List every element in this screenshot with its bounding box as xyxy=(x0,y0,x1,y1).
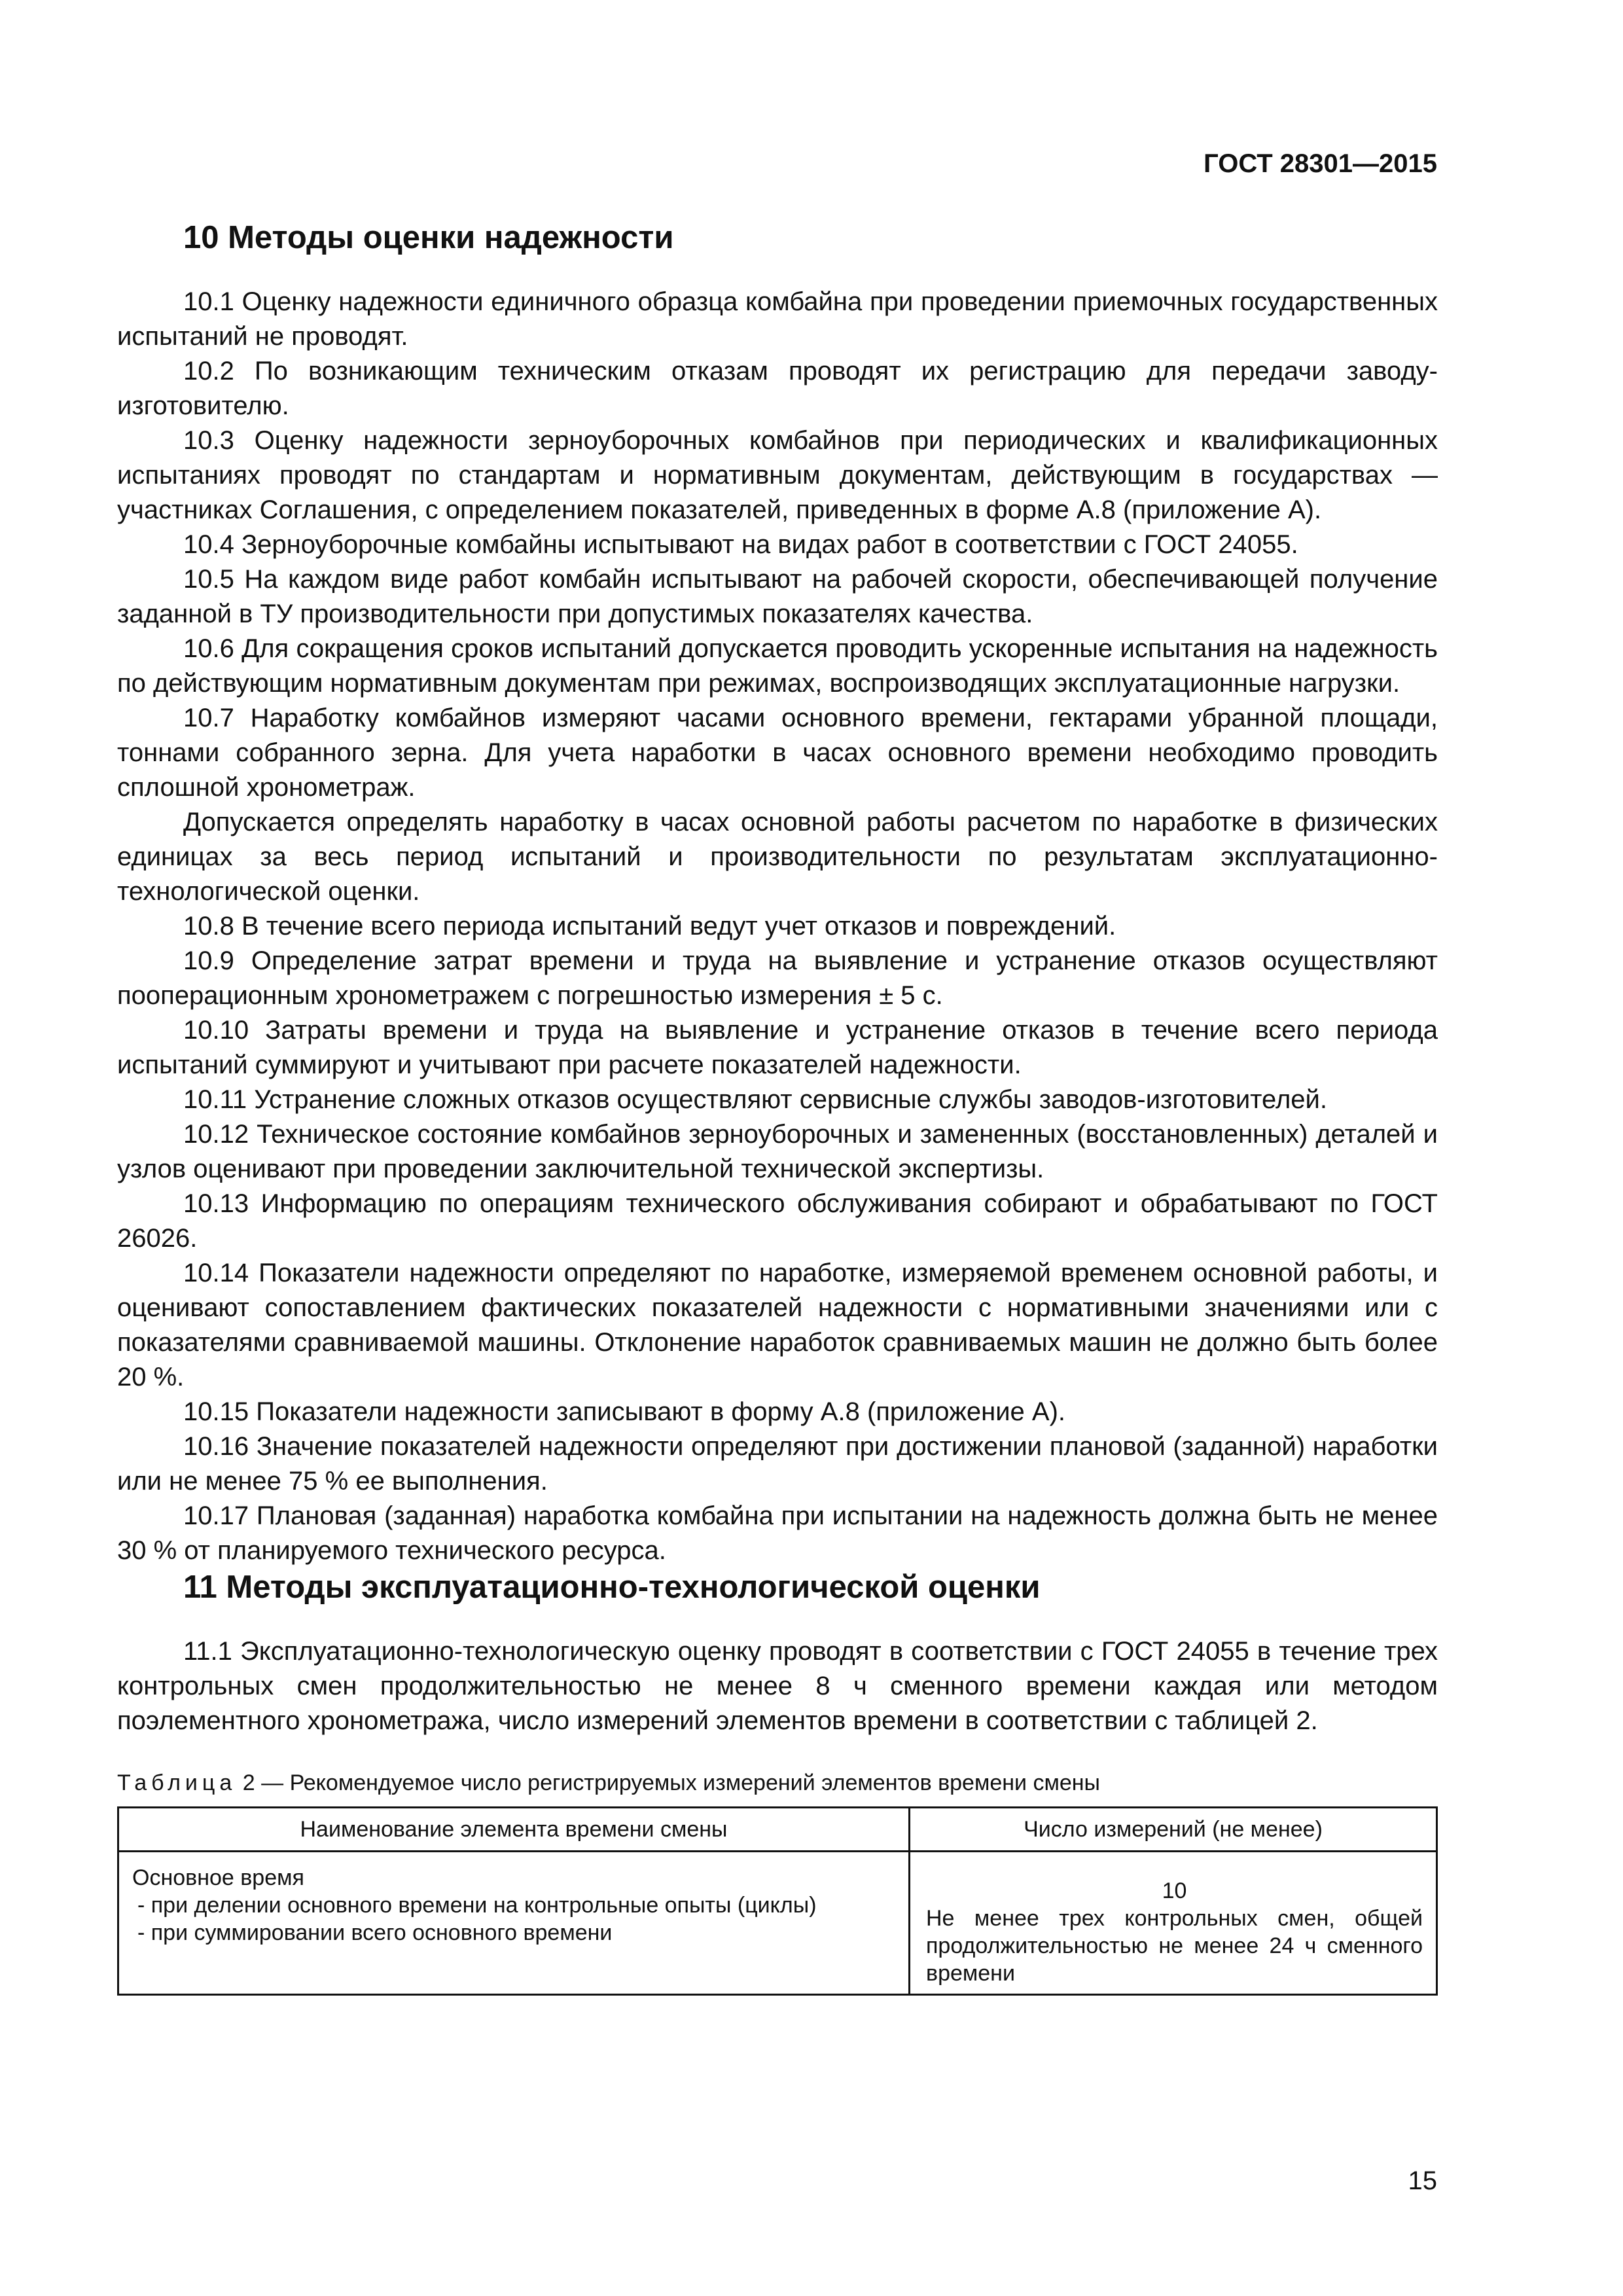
paragraph-10-17: 10.17 Плановая (заданная) наработка комбайна при испытании на надежность должна быть не менее 30 % от планируемого технического ресурса. xyxy=(117,1501,1438,1565)
paragraph-10-7: 10.7 Наработку комбайнов измеряют часами основного времени, гектарами убранной площади, тоннами собранного зерна. Для учета наработки в часах основного времени необходимо проводить сплошной хронометраж. xyxy=(117,703,1438,802)
document-id: ГОСТ 28301—2015 xyxy=(1204,149,1437,178)
paragraph-10-14: 10.14 Показатели надежности определяют по наработке, измеряемой временем основной работы, и оценивают сопоставлением фактических показателей надежности с нормативными значениями или с показателями сравниваемой машины. Отклонение наработок сравниваемых машин не должно быть более 20 %. xyxy=(117,1258,1438,1391)
paragraph-10-11: 10.11 Устранение сложных отказов осуществляют сервисные службы заводов-изготовителей. xyxy=(183,1085,1328,1114)
element-main-time: Основное время xyxy=(132,1865,304,1890)
page-number: 15 xyxy=(1408,2166,1437,2195)
paragraph-10-5: 10.5 На каждом виде работ комбайн испытывают на рабочей скорости, обеспечивающей получение заданной в ТУ производительности при допустимых показателях качества. xyxy=(117,564,1438,628)
section-10-body xyxy=(117,285,1438,1568)
paragraph-10-10: 10.10 Затраты времени и труда на выявление и устранение отказов в течение всего периода испытаний суммируют и учитывают при расчете показателей надежности. xyxy=(117,1015,1438,1079)
paragraph-10-7-cont: Допускается определять наработку в часах основной работы расчетом по наработке в физических единицах за весь период испытаний и производительности по результатам эксплуатационно-технологической оценки. xyxy=(117,807,1438,906)
paragraph-10-4: 10.4 Зерноуборочные комбайны испытывают на видах работ в соответствии с ГОСТ 24055. xyxy=(183,529,1298,559)
table-cell-counts xyxy=(910,1851,1437,1994)
paragraph-10-8: 10.8 В течение всего периода испытаний ведут учет отказов и повреждений. xyxy=(183,911,1116,941)
count-text: Не менее трех контрольных смен, общей продолжительностью не менее 24 ч сменного времени xyxy=(926,1905,1423,1986)
table-row xyxy=(118,1851,1437,1994)
element-summation: - при суммировании всего основного времени xyxy=(137,1920,613,1945)
paragraph-10-3: 10.3 Оценку надежности зерноуборочных комбайнов при периодических и квалификационных испытаниях проводят по стандартам и нормативным документам, действующим в государствах — участниках Соглашения, с определением показателей, приведенных в форме А.8 (приложение А). xyxy=(117,425,1438,524)
table-cell-elements xyxy=(118,1851,910,1994)
paragraph-10-2: 10.2 По возникающим техническим отказам проводят их регистрацию для передачи заводу-изготовителю. xyxy=(117,356,1438,420)
paragraph-10-16: 10.16 Значение показателей надежности определяют при достижении плановой (заданной) наработки или не менее 75 % ее выполнения. xyxy=(117,1431,1438,1496)
section-11-title: 11 Методы эксплуатационно-технологической оценки xyxy=(183,1569,1041,1605)
paragraph-10-12: 10.12 Техническое состояние комбайнов зерноуборочных и замененных (восстановленных) деталей и узлов оценивают при проведении заключительной технической экспертизы. xyxy=(117,1119,1438,1183)
table-header-count: Число измерений (не менее) xyxy=(910,1807,1437,1851)
table-2-caption xyxy=(117,1768,1438,1797)
paragraph-10-1: 10.1 Оценку надежности единичного образца комбайна при проведении приемочных государственных испытаний не проводят. xyxy=(117,287,1438,351)
table-2 xyxy=(117,1806,1438,1996)
paragraph-11-1: 11.1 Эксплуатационно-технологическую оценку проводят в соответствии с ГОСТ 24055 в течение трех контрольных смен продолжительностью не менее 8 ч сменного времени каждая или методом поэлементного хронометража, число измерений элементов времени в соответствии с таблицей 2. xyxy=(117,1636,1438,1735)
paragraph-10-13: 10.13 Информацию по операциям технического обслуживания собирают и обрабатывают по ГОСТ 26026. xyxy=(117,1189,1438,1253)
paragraph-10-9: 10.9 Определение затрат времени и труда на выявление и устранение отказов осуществляют пооперационным хронометражем с погрешностью измерения ± 5 с. xyxy=(117,946,1438,1010)
page-content xyxy=(117,219,1438,1996)
element-division: - при делении основного времени на контрольные опыты (циклы) xyxy=(137,1892,817,1918)
table-label: Таблица xyxy=(117,1770,237,1795)
section-10-title: 10 Методы оценки надежности xyxy=(183,220,674,255)
paragraph-10-6: 10.6 Для сокращения сроков испытаний допускается проводить ускоренные испытания на надежность по действующим нормативным документам при режимах, воспроизводящих эксплуатационные нагрузки. xyxy=(117,634,1438,698)
table-header-row xyxy=(118,1807,1437,1851)
table-header-element: Наименование элемента времени смены xyxy=(118,1807,910,1851)
paragraph-10-15: 10.15 Показатели надежности записывают в форму А.8 (приложение А). xyxy=(183,1397,1066,1426)
table-caption-text: 2 — Рекомендуемое число регистрируемых измерений элементов времени смены xyxy=(242,1770,1100,1795)
count-value: 10 xyxy=(1162,1878,1187,1903)
